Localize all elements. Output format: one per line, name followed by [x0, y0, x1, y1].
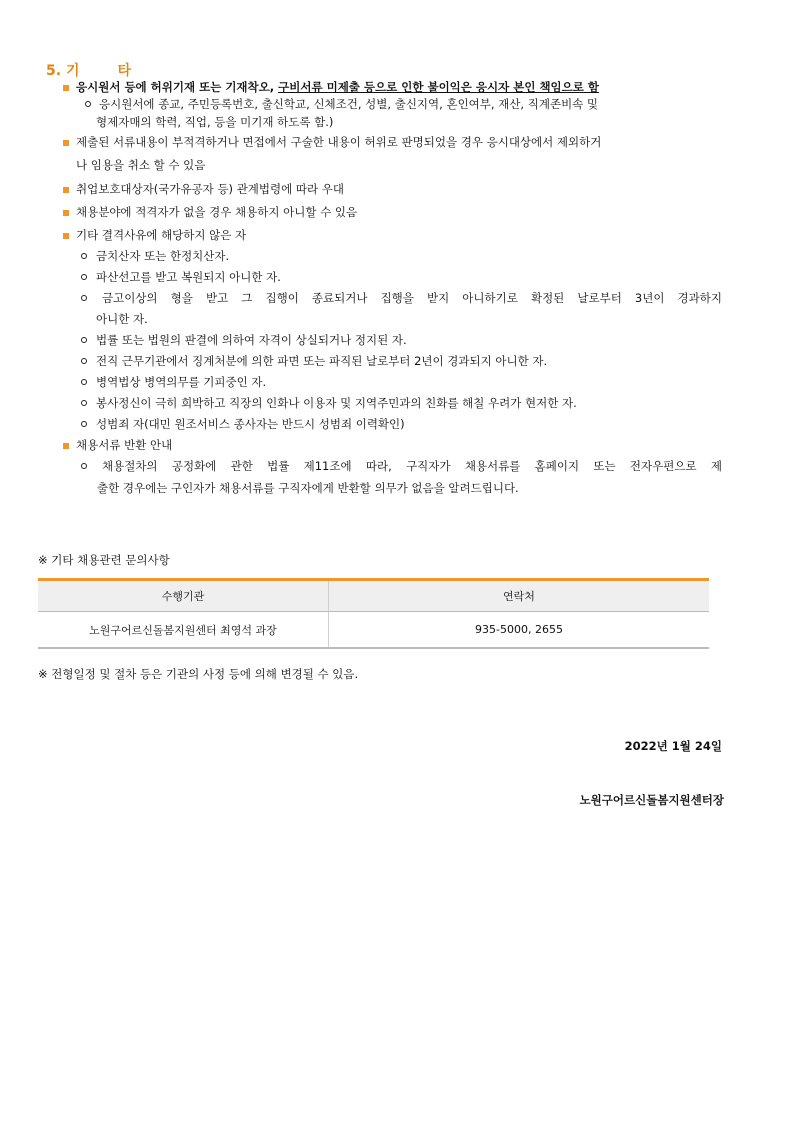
- item-disqualification: 기타 결격사유에 해당하지 않은 자: [76, 228, 247, 242]
- disq-item: 성범죄 자(대민 원조서비스 종사자는 반드시 성범죄 이력확인): [96, 417, 405, 431]
- bullet-square-icon: [63, 233, 69, 239]
- table-cell-contact: 935-5000, 2655: [329, 612, 710, 649]
- section-title-a: 기: [65, 63, 80, 79]
- item-false-documents: 제출된 서류내용이 부적격하거나 면접에서 구술한 내용이 허위로 판명되었을 경우 응시대상에서 제외하거: [76, 135, 602, 149]
- disq-item-cont: 아니한 자.: [96, 312, 148, 326]
- disq-item: 전직 근무기관에서 징계처분에 의한 파면 또는 파직된 날로부터 2년이 경과되지 아니한 자.: [96, 354, 548, 368]
- disq-item: 금치산자 또는 한정치산자.: [96, 249, 230, 263]
- circle-bullet-icon: [81, 379, 87, 385]
- inquiry-title: ※ 기타 채용관련 문의사항: [38, 553, 170, 567]
- sub-note-line1: 응시원서에 종교, 주민등록번호, 출신학교, 신체조건, 성별, 출신지역, 혼인여부, 재산, 직계존비속 및: [99, 97, 599, 111]
- table-cell-agency: 노원구어르신돌봄지원센터 최영석 과장: [38, 612, 329, 649]
- bullet-square-icon: [63, 140, 69, 146]
- inquiry-table: [38, 578, 709, 649]
- return-notice-line1: 채용절차의 공정화에 관한 법률 제11조에 따라, 구직자가 채용서류를 홈페이지 또는 전자우편으로 제: [102, 459, 722, 473]
- disq-item: 금고이상의 형을 받고 그 집행이 종료되거나 집행을 받지 아니하기로 확정된 날로부터 3년이 경과하지: [102, 291, 722, 305]
- section-title: [46, 60, 131, 80]
- schedule-notice: ※ 전형일정 및 절차 등은 기관의 사정 등에 의해 변경될 수 있음.: [38, 667, 359, 681]
- table-header-agency: 수행기관: [38, 581, 329, 612]
- circle-bullet-icon: [81, 463, 87, 469]
- disq-item: 법률 또는 법원의 판결에 의하여 자격이 상실되거나 정지된 자.: [96, 333, 407, 347]
- bullet-square-icon: [63, 187, 69, 193]
- item-false-documents-cont: 나 임용을 취소 할 수 있음: [76, 158, 206, 172]
- bullet-square-icon: [63, 85, 69, 91]
- disq-item: 파산선고를 받고 복원되지 아니한 자.: [96, 270, 281, 284]
- signer-name: 노원구어르신돌봄지원센터장: [579, 793, 724, 807]
- item-applicant-responsibility: [76, 79, 599, 95]
- sub-note-line2: 형제자매의 학력, 직업, 등을 미기재 하도록 함.): [96, 115, 334, 129]
- circle-bullet-icon: [81, 337, 87, 343]
- disq-item: 병역법상 병역의무를 기피중인 자.: [96, 375, 267, 389]
- circle-bullet-icon: [81, 274, 87, 280]
- item-employment-protection: 취업보호대상자(국가유공자 등) 관계법령에 따라 우대: [76, 182, 344, 196]
- item-no-qualified: 채용분야에 적격자가 없을 경우 채용하지 아니할 수 있음: [76, 205, 358, 219]
- return-notice-title: 채용서류 반환 안내: [76, 438, 173, 452]
- table-row: [38, 612, 709, 649]
- disq-item: 봉사정신이 극히 희박하고 직장의 인화나 이용자 및 지역주민과의 친화를 해칠 우려가 현저한 자.: [96, 396, 577, 410]
- return-notice-line2: 출한 경우에는 구인자가 채용서류를 구직자에게 반환할 의무가 없음을 알려드립니다.: [97, 481, 519, 495]
- circle-bullet-icon: [85, 101, 91, 107]
- circle-bullet-icon: [81, 358, 87, 364]
- item-text-b: 구비서류 미제출 등으로 인한 불이익은 응시자 본인 책임으로 함: [278, 80, 600, 94]
- section-number: 5.: [46, 63, 62, 79]
- circle-bullet-icon: [81, 421, 87, 427]
- circle-bullet-icon: [81, 253, 87, 259]
- bullet-square-icon: [63, 210, 69, 216]
- table-header-contact: 연락처: [329, 581, 710, 612]
- bullet-square-icon: [63, 443, 69, 449]
- section-title-b: 타: [117, 63, 131, 79]
- circle-bullet-icon: [81, 295, 87, 301]
- document-date: 2022년 1월 24일: [624, 739, 722, 753]
- item-text-a: 응시원서 등에 허위기재 또는 기재착오,: [76, 80, 279, 94]
- circle-bullet-icon: [81, 400, 87, 406]
